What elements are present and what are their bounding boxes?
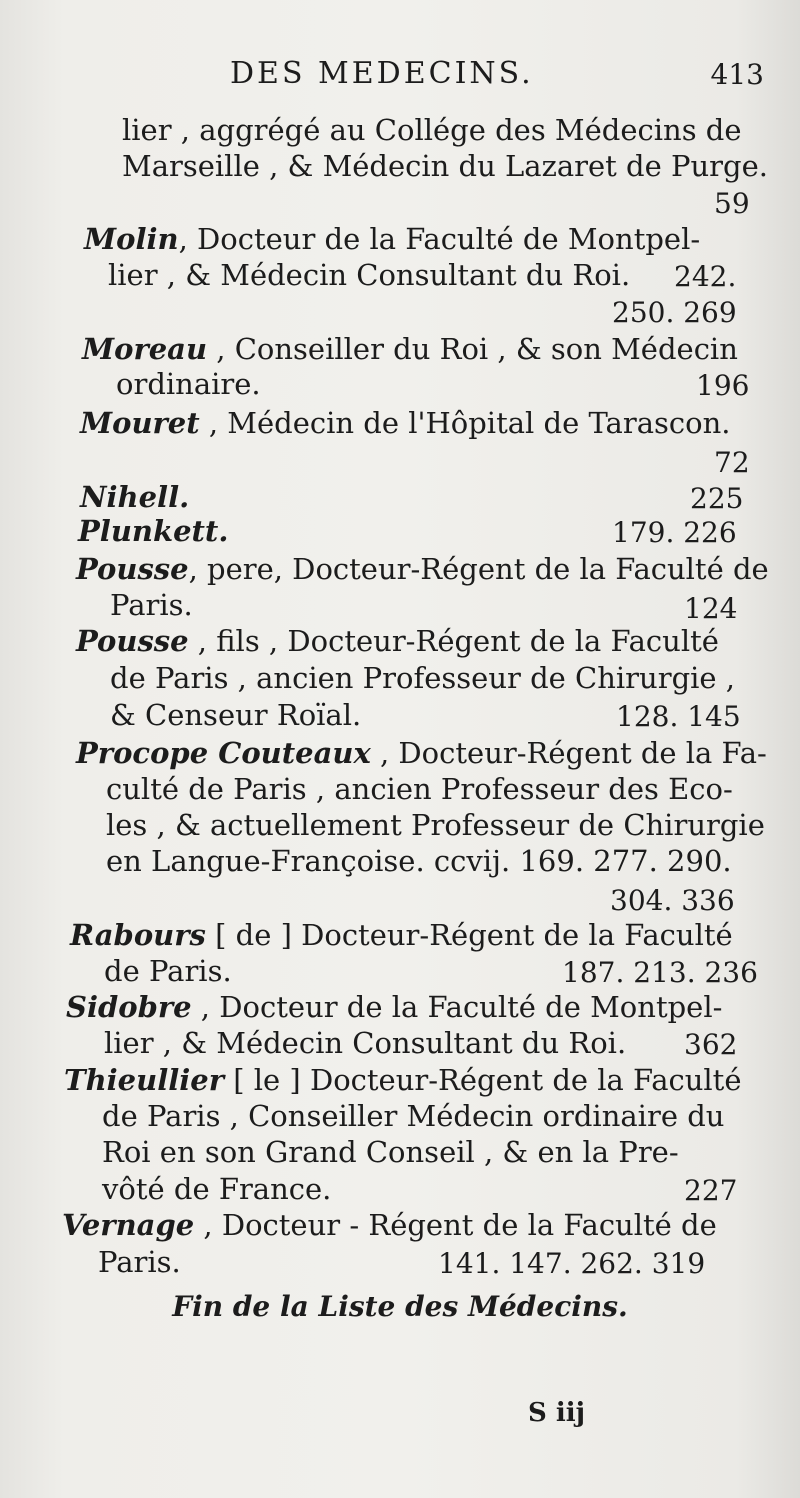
entry-text: , pere, Docteur-Régent de la Faculté de: [188, 552, 769, 586]
entry-text: [ de ] Docteur-Régent de la Faculté: [205, 918, 733, 952]
entry-text-line: de Paris , ancien Professeur de Chirurgie ,: [110, 661, 736, 695]
page-ref: 141. 147. 262. 319: [438, 1247, 706, 1280]
page-ref: 196: [696, 369, 750, 402]
entry-line: [84, 222, 700, 256]
page-ref: 124: [684, 592, 738, 625]
entry-name: Plunkett.: [78, 514, 229, 548]
entry-text-line: de Paris.: [104, 954, 232, 988]
entry-text-line: de Paris , Conseiller Médecin ordinaire du: [102, 1099, 725, 1133]
entry-text: , Docteur-Régent de la Fa-: [370, 736, 767, 770]
page-ref: 227: [684, 1174, 738, 1207]
running-title: DES MEDECINS.: [230, 56, 534, 91]
entry-name: Sidobre: [66, 990, 192, 1024]
entry-line: [64, 1063, 742, 1097]
entry-text-line: lier , aggrégé au Collége des Médecins de: [122, 113, 742, 147]
entry-text-line: ordinaire.: [116, 367, 261, 401]
entry-line: [76, 624, 719, 658]
entry-text: , fils , Docteur-Régent de la Faculté: [188, 624, 719, 658]
entry-name: Rabours: [70, 918, 206, 952]
entry-name: Thieullier: [64, 1063, 224, 1097]
entry-name: Pousse: [76, 624, 189, 658]
signature-mark: S iij: [528, 1398, 585, 1428]
entry-text-line: Roi en son Grand Conseil , & en la Pre-: [102, 1135, 679, 1169]
entry-text-line: Paris.: [110, 588, 193, 622]
entry-name: Nihell.: [80, 480, 190, 514]
page-ref: 128. 145: [616, 700, 741, 733]
entry-text-line: Paris.: [98, 1245, 181, 1279]
end-of-list-note: Fin de la Liste des Médecins.: [172, 1290, 628, 1323]
page-ref: 187. 213. 236: [562, 956, 758, 989]
entry-text-line: culté de Paris , ancien Professeur des Eco-: [106, 772, 733, 806]
entry-text-line: lier , & Médecin Consultant du Roi.: [108, 258, 631, 292]
page-ref: 72: [714, 446, 750, 479]
page-number: 413: [710, 58, 764, 91]
entry-text: , Docteur de la Faculté de Montpel-: [178, 222, 701, 256]
entry-text-line: lier , & Médecin Consultant du Roi.: [104, 1026, 627, 1060]
entry-line: [76, 552, 769, 586]
entry-name: Vernage: [62, 1208, 195, 1242]
entry-text-line: Marseille , & Médecin du Lazaret de Purge.: [122, 149, 768, 183]
page-ref: 242.: [674, 260, 737, 293]
entry-line: [80, 406, 730, 440]
entry-line: [78, 514, 228, 548]
entry-line: [62, 1208, 717, 1242]
entry-text-line: les , & actuellement Professeur de Chirurgie: [106, 808, 765, 842]
entry-line: [70, 918, 733, 952]
entry-text: , Docteur - Régent de la Faculté de: [194, 1208, 717, 1242]
entry-text: [ le ] Docteur-Régent de la Faculté: [224, 1063, 742, 1097]
entry-line: [76, 736, 767, 770]
page-ref: 225: [690, 482, 744, 515]
entry-text: , Médecin de l'Hôpital de Tarascon.: [199, 406, 731, 440]
entry-line: [66, 990, 722, 1024]
entry-text: , Docteur de la Faculté de Montpel-: [191, 990, 723, 1024]
entry-line: [80, 480, 189, 514]
entry-name: Moreau: [82, 332, 208, 366]
page-ref: 362: [684, 1028, 738, 1061]
entry-text: , Conseiller du Roi , & son Médecin: [207, 332, 738, 366]
page-header: [0, 56, 800, 100]
entry-line: [82, 332, 738, 366]
entry-text-line: vôté de France.: [102, 1172, 332, 1206]
entry-text-line: en Langue-Françoise. ccvij. 169. 277. 290.: [106, 844, 732, 878]
entry-name: Mouret: [80, 406, 200, 440]
page-ref: 250. 269: [612, 296, 737, 329]
page-ref: 59: [714, 187, 750, 220]
page-ref: 179. 226: [612, 516, 737, 549]
entry-text-line: & Censeur Roïal.: [110, 698, 362, 732]
entry-name: Pousse: [76, 552, 189, 586]
page-ref: 304. 336: [610, 884, 735, 917]
entry-name: Procope Couteaux: [76, 736, 371, 770]
entry-name: Molin: [84, 222, 179, 256]
